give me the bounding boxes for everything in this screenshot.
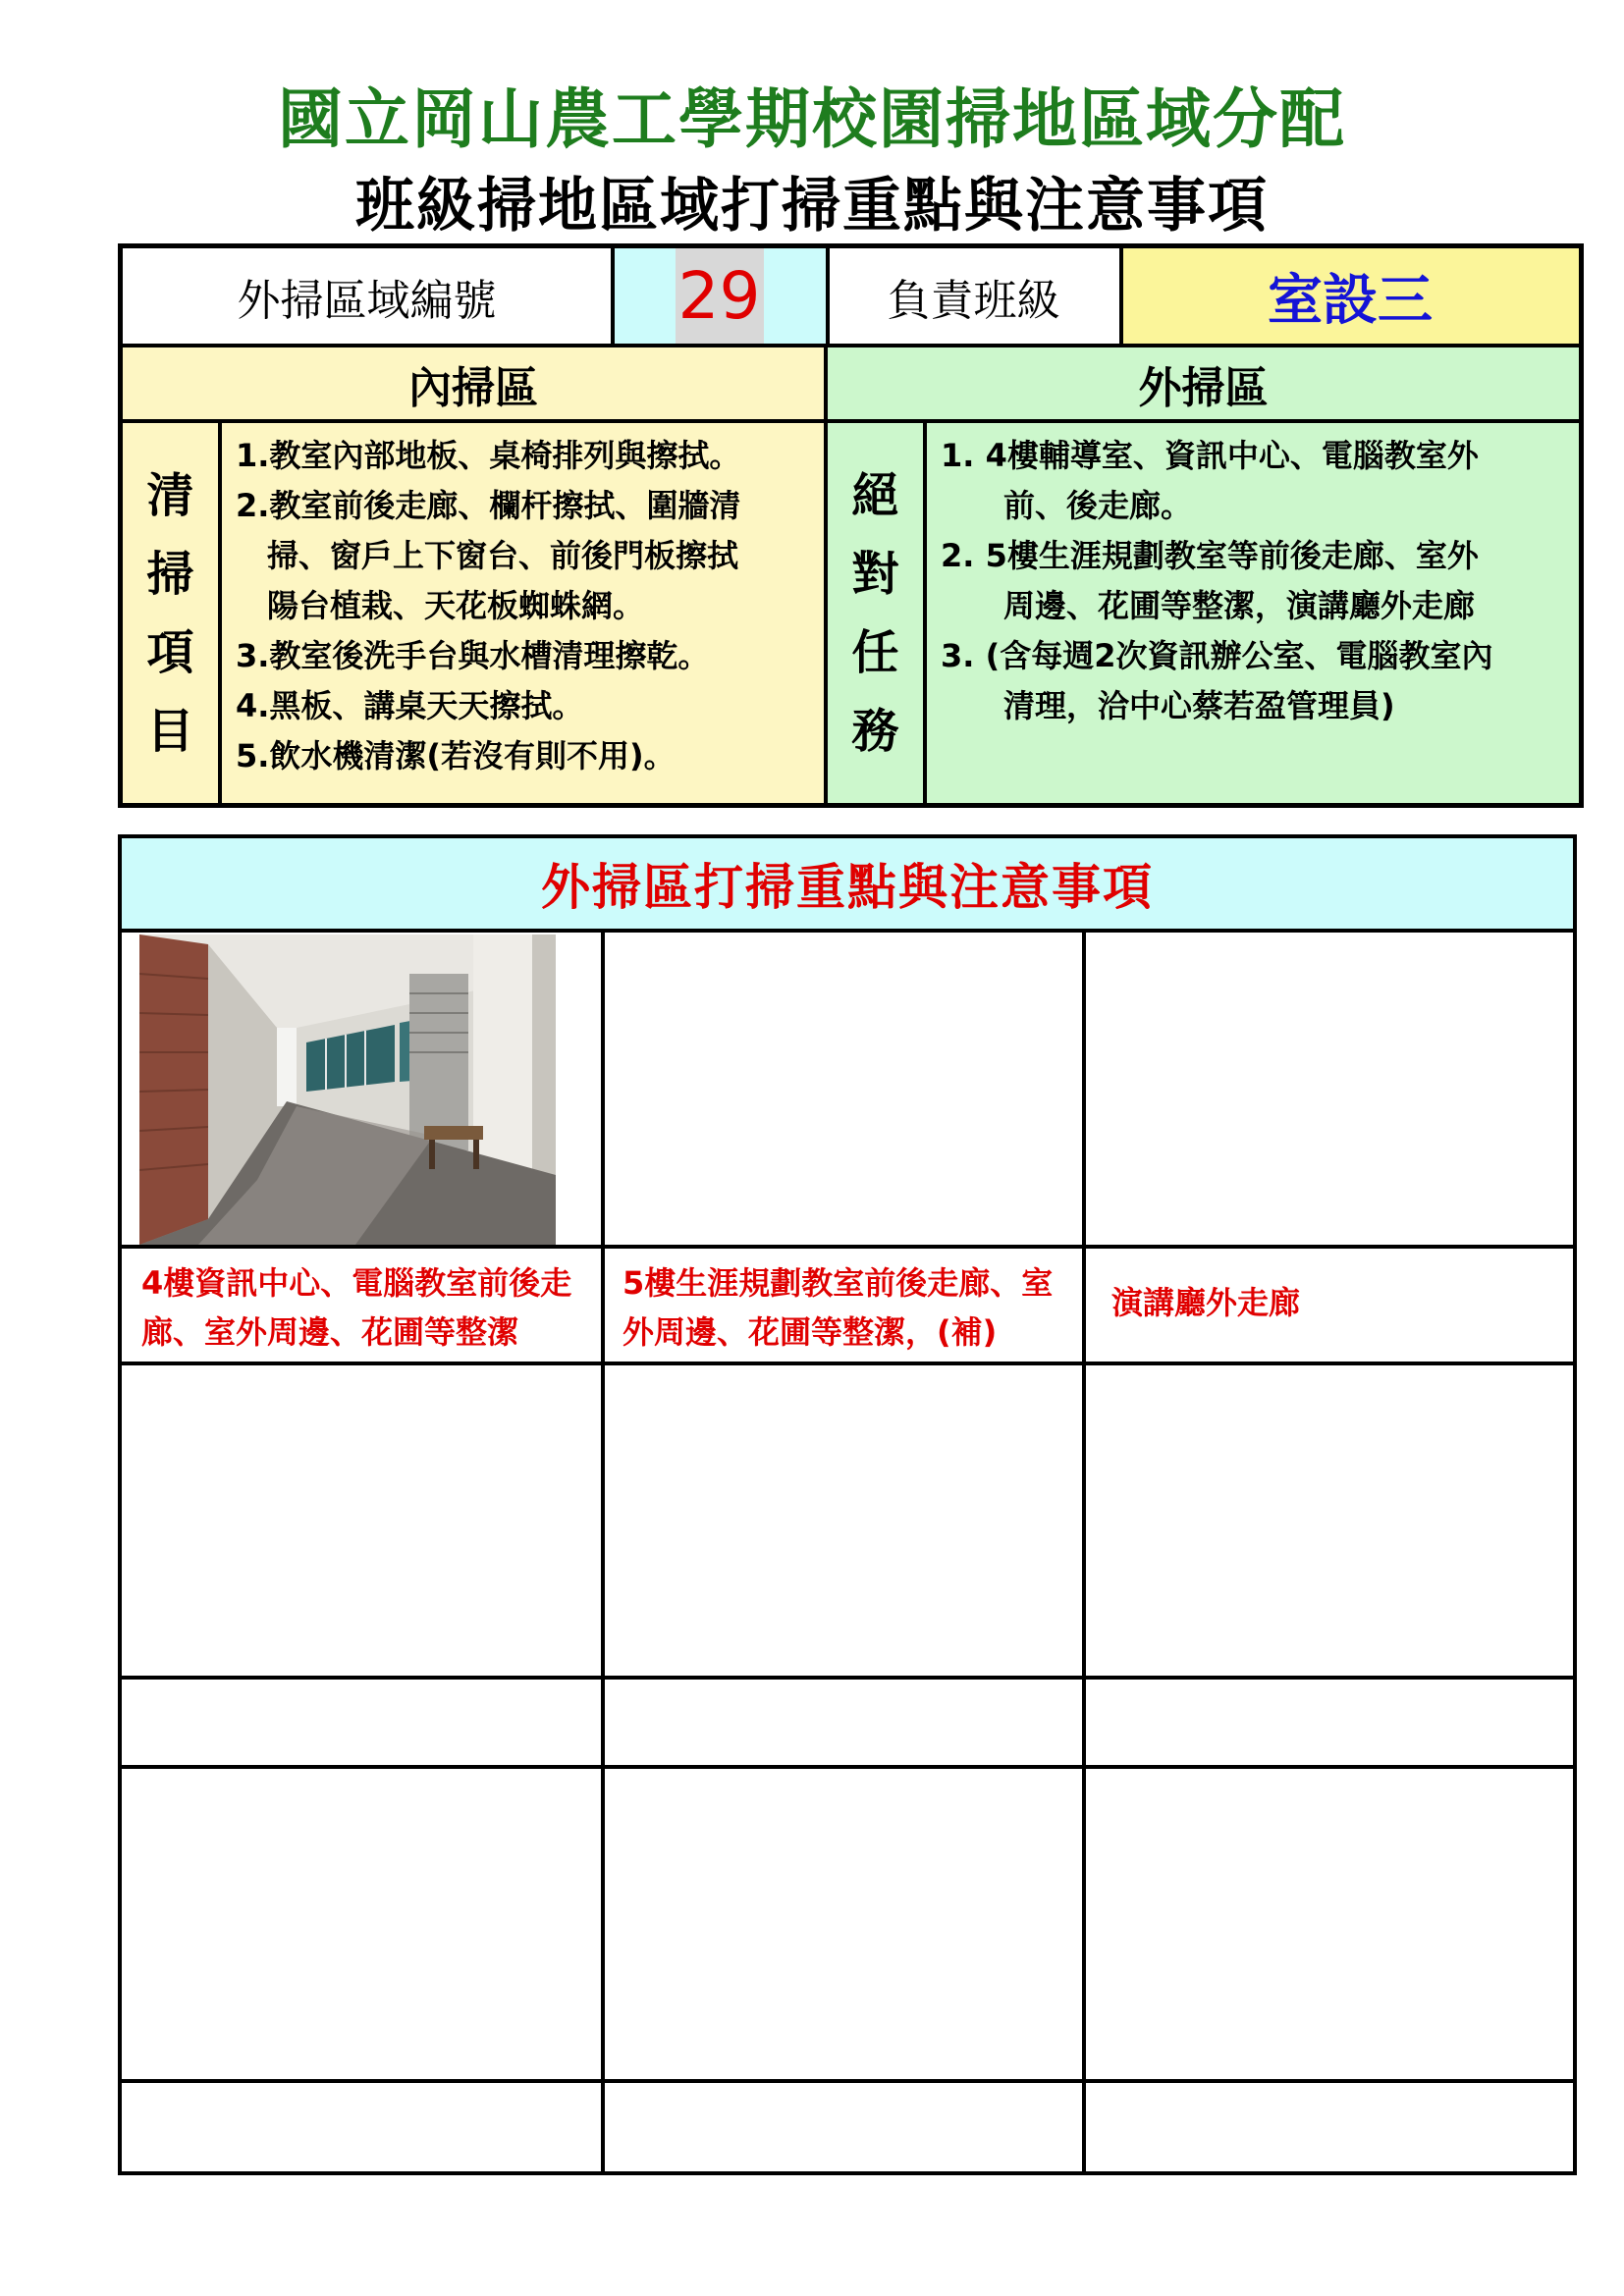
- outer-task-item: 3. (含每週2次資訊辦公室、電腦教室內: [941, 637, 1493, 674]
- outer-side-label: 絕 對 任 務: [828, 423, 923, 803]
- inner-task-item: 1.教室內部地板、桌椅排列與擦拭。: [236, 437, 741, 474]
- inner-task-item: 5.飲水機清潔(若沒有則不用)。: [236, 737, 676, 774]
- class-name: 室設三: [1121, 248, 1579, 344]
- area-number-cell: [613, 248, 826, 344]
- notes-title: 外掃區打掃重點與注意事項: [122, 838, 1573, 929]
- outer-task-item: 清理，洽中心蔡若盈管理員): [941, 687, 1395, 724]
- inner-task-item: 陽台植栽、天花板蜘蛛網。: [236, 587, 645, 624]
- corridor-photo: [139, 934, 556, 1245]
- photo-caption-3: 演講廳外走廊: [1111, 1284, 1301, 1321]
- notes-table: [118, 834, 1577, 2175]
- page-subtitle: 班級掃地區域打掃重點與注意事項: [355, 172, 1269, 240]
- outer-area-header: 外掃區: [828, 347, 1579, 419]
- inner-task-item: 2.教室前後走廊、欄杆擦拭、圍牆清: [236, 487, 741, 524]
- class-label: 負責班級: [887, 275, 1060, 326]
- area-number-label: 外掃區域編號: [237, 275, 497, 326]
- outer-task-item: 1. 4樓輔導室、資訊中心、電腦教室外: [941, 437, 1479, 474]
- outer-task-item: 周邊、花圃等整潔，演講廳外走廊: [941, 587, 1476, 624]
- inner-task-list: [222, 423, 824, 803]
- page-title: 國立岡山農工學期校園掃地區域分配: [278, 81, 1346, 157]
- photo-caption-1: 4樓資訊中心、電腦教室前後走廊、室外周邊、花圃等整潔: [141, 1264, 572, 1351]
- inner-task-item: 4.黑板、講桌天天擦拭。: [236, 687, 584, 724]
- inner-side-label: 清 掃 項 目: [123, 423, 218, 803]
- outer-task-list: [927, 423, 1579, 803]
- outer-task-item: 2. 5樓生涯規劃教室等前後走廊、室外: [941, 537, 1479, 574]
- photo-caption-2: 5樓生涯規劃教室前後走廊、室外周邊、花圃等整潔，(補): [623, 1264, 1054, 1351]
- inner-task-item: 掃、窗戶上下窗台、前後門板擦拭: [236, 537, 739, 574]
- area-number: 29: [677, 258, 761, 334]
- inner-task-item: 3.教室後洗手台與水槽清理擦乾。: [236, 637, 710, 674]
- info-table: [118, 243, 1584, 808]
- outer-task-item: 前、後走廊。: [941, 487, 1193, 524]
- inner-area-header: 內掃區: [123, 347, 824, 419]
